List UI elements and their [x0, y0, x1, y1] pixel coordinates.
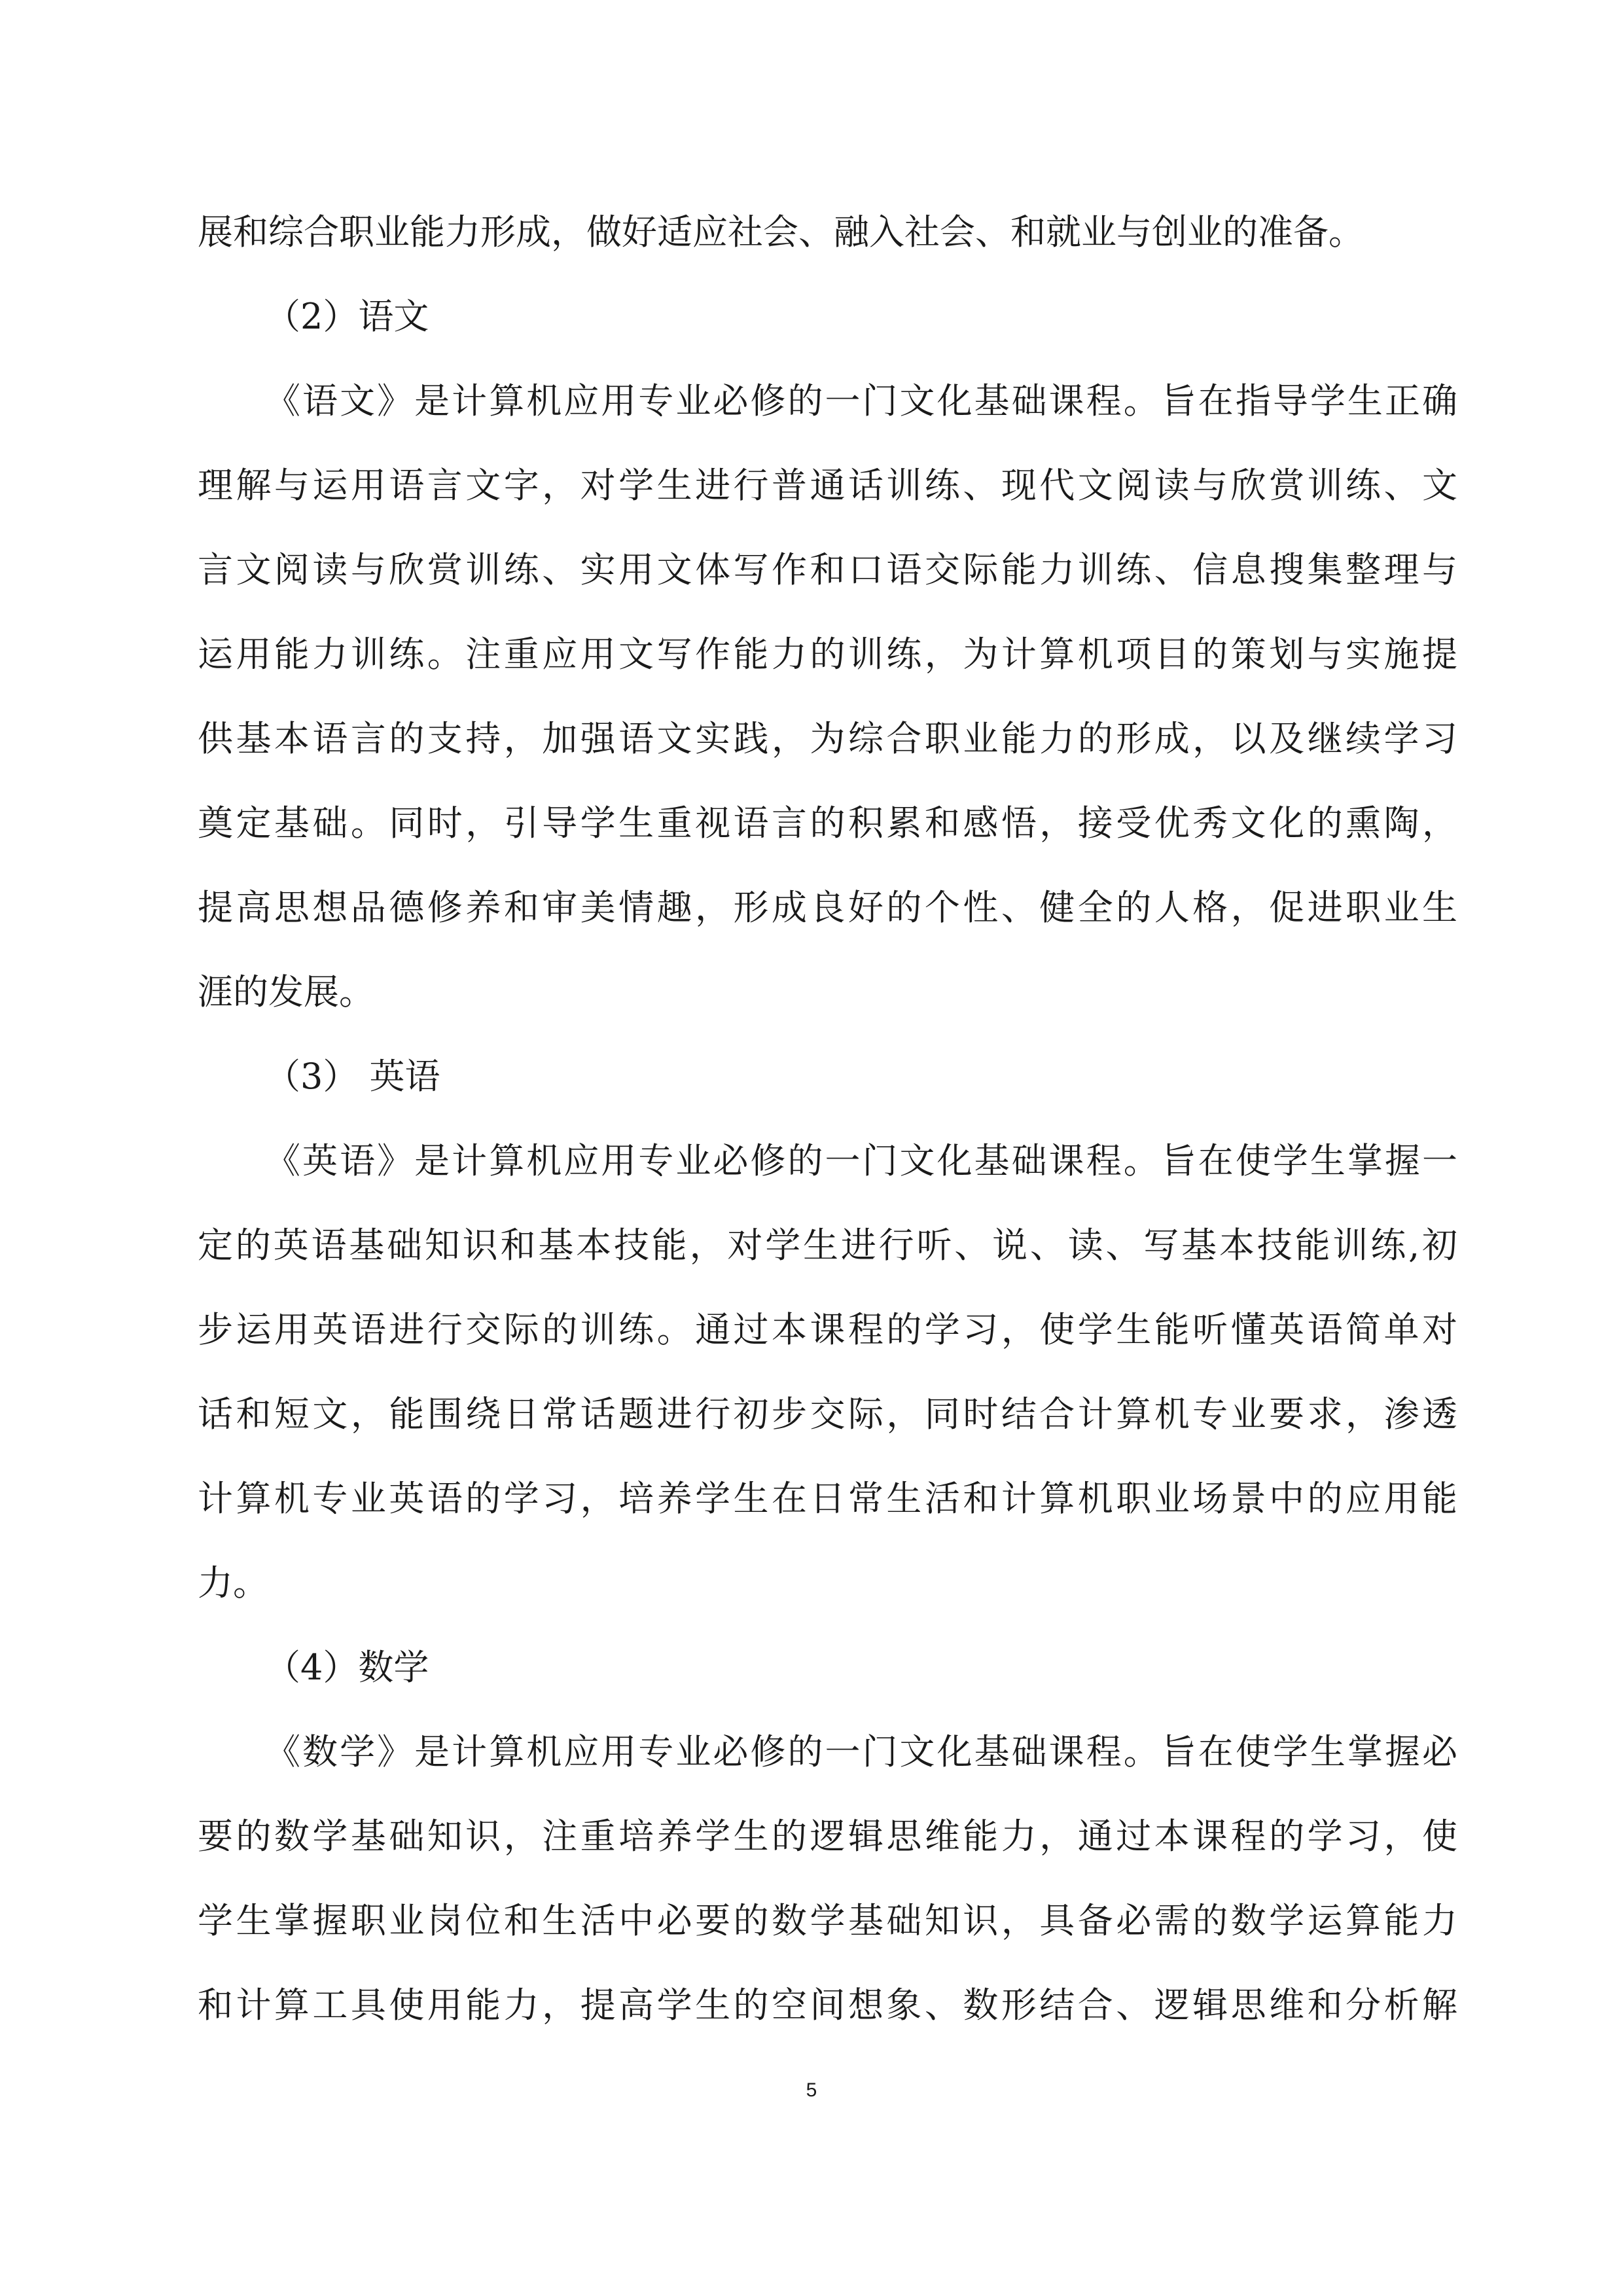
text-line: 理解与运用语言文字，对学生进行普通话训练、现代文阅读与欣赏训练、文	[198, 465, 1457, 506]
text-line: 定的英语基础知识和基本技能，对学生进行听、说、读、写基本技能训练,初	[198, 1225, 1457, 1266]
text-line: 提高思想品德修养和审美情趣，形成良好的个性、健全的人格，促进职业生	[198, 887, 1457, 928]
text-line: 步运用英语进行交际的训练。通过本课程的学习，使学生能听懂英语简单对	[198, 1309, 1457, 1350]
text-line: 和计算工具使用能力，提高学生的空间想象、数形结合、逻辑思维和分析解	[198, 1984, 1457, 2026]
text-line: 《语文》是计算机应用专业必修的一门文化基础课程。旨在指导学生正确	[265, 380, 1457, 422]
section-heading-english: （3） 英语	[265, 1056, 440, 1097]
text-line: 展和综合职业能力形成，做好适应社会、融入社会、和就业与创业的准备。	[198, 211, 1364, 253]
text-line: 计算机专业英语的学习，培养学生在日常生活和计算机职业场景中的应用能	[198, 1478, 1457, 1519]
text-line: 话和短文，能围绕日常话题进行初步交际，同时结合计算机专业要求，渗透	[198, 1393, 1457, 1435]
text-line: 力。	[198, 1562, 268, 1604]
text-line: 学生掌握职业岗位和生活中必要的数学基础知识，具备必需的数学运算能力	[198, 1900, 1457, 1941]
text-line: 供基本语言的支持，加强语文实践，为综合职业能力的形成，以及继续学习	[198, 718, 1457, 759]
text-line: 《英语》是计算机应用专业必修的一门文化基础课程。旨在使学生掌握一	[265, 1140, 1457, 1181]
page-number: 5	[806, 2079, 817, 2101]
section-heading-math: （4）数学	[265, 1647, 429, 1688]
section-heading-chinese: （2）语文	[265, 296, 429, 337]
text-line: 奠定基础。同时，引导学生重视语言的积累和感悟，接受优秀文化的熏陶，	[198, 802, 1457, 844]
text-line: 要的数学基础知识，注重培养学生的逻辑思维能力，通过本课程的学习，使	[198, 1816, 1457, 1857]
text-line: 涯的发展。	[198, 971, 374, 1013]
text-line: 运用能力训练。注重应用文写作能力的训练，为计算机项目的策划与实施提	[198, 634, 1457, 675]
text-line: 《数学》是计算机应用专业必修的一门文化基础课程。旨在使学生掌握必	[265, 1731, 1457, 1772]
text-line: 言文阅读与欣赏训练、实用文体写作和口语交际能力训练、信息搜集整理与	[198, 549, 1457, 590]
